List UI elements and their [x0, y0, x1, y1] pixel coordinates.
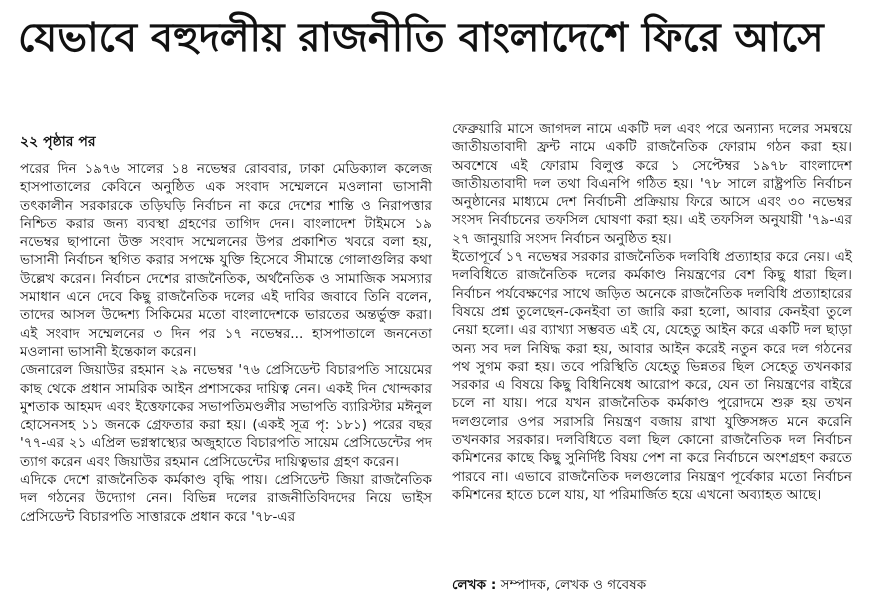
continued-from-label: ২২ পৃষ্ঠার পর — [20, 134, 96, 150]
paragraph-right-2: ইতোপূর্বে ১৭ নভেম্বর সরকার রাজনৈতিক দলবিধি প্রত্যাহার করে নেয়। এই দলবিধিতে রাজনৈতিক দলের কর্মকাণ্ড নিয়ন্ত্রণের বেশ কিছু ধারা ছিল। নির্বাচন পর্যবেক্ষণের সাথে জড়িত অনেকে রাজনৈতিক দলবিধি প্রত্যাহারের বিষয়ে প্রশ্ন তুলেছেন-কেনইবা তা জারি করা হলো, আবার কেনইবা তুলে নেয়া হলো। এর ব্যাখ্যা সম্ভবত এই যে, যেহেতু আইন করে একটি দল ছাড়া অন্য সব দল নিষিদ্ধ করা হয়, আবার আইন করেই নতুন করে দল গঠনের পথ সুগম করা হয়। তবে পরিস্থিতি যেহেতু ভিন্নতর ছিল সেহেতু তখনকার সরকার এ বিষয়ে কিছু বিধিনিষেধ আরোপ করে, যেন তা নিয়ন্ত্রণের বাইরে চলে না যায়। পরে যখন রাজনৈতিক কর্মকাণ্ড পুরোদমে শুরু হয় তখন দলগুলোর ওপর সরাসরি নিয়ন্ত্রণ বজায় রাখা যুক্তিসঙ্গত মনে করেনি তখনকার সরকার। দলবিধিতে বলা ছিল কোনো রাজনৈতিক দল নির্বাচন কমিশনের কাছে কিছু সুনির্দিষ্ট বিষয় পেশ না করে নির্বাচনে অংশগ্রহণ করতে পারবে না। এভাবে রাজনৈতিক দলগুলোর নিয়ন্ত্রণ পূর্বেকার মতো নির্বাচন কমিশনের হাতে চলে যায়, যা পরিমার্জিত হয়ে এখনো অব্যাহত আছে। — [452, 249, 852, 503]
article-column-left — [20, 160, 432, 526]
paragraph-left-1: পরের দিন ১৯৭৬ সালের ১৪ নভেম্বর রোববার, ঢাকা মেডিক্যাল কলেজ হাসপাতালের কেবিনে অনুষ্ঠিত এক সংবাদ সম্মেলনে মওলানা ভাসানী তৎকালীন সরকারকে তড়িঘড়ি নির্বাচন না করে দেশের শান্তি ও নিরাপত্তার নিশ্চিত করার জন্য ব্যবস্থা গ্রহণের তাগিদ দেন। বাংলাদেশ টাইমসে ১৯ নভেম্বর ছাপানো উক্ত সংবাদ সম্মেলনের উপর প্রকাশিত খবরে বলা হয়, ভাসানী নির্বাচন স্থগিত করার সপক্ষে যুক্তি হিসেবে সীমান্তে গোলাগুলির কথা উল্লেখ করেন। নির্বাচন দেশের রাজনৈতিক, অর্থনৈতিক ও সামাজিক সমস্যার সমাধান এনে দেবে কিছু রাজনৈতিক দলের এই দাবির জবাবে তিনি বলেন, তাদের আসল উদ্দেশ্য সিকিমের মতো বাংলাদেশকে ভারতের অন্তর্ভুক্ত করা। এই সংবাদ সম্মেলনের ৩ দিন পর ১৭ নভেম্বর... হাসপাতালে জননেতা মওলানা ভাসানী ইন্তেকাল করেন। — [20, 161, 432, 360]
article-headline: যেভাবে বহুদলীয় রাজনীতি বাংলাদেশে ফিরে আসে — [18, 15, 824, 61]
paragraph-left-3: এদিকে দেশে রাজনৈতিক কর্মকাণ্ড বৃদ্ধি পায়। প্রেসিডেন্ট জিয়া রাজনৈতিক দল গঠনের উদ্যোগ নেন। বিভিন্ন দলের রাজনীতিবিদদের নিয়ে ভাইস প্রেসিডেন্ট বিচারপতি সাত্তারকে প্রধান করে '৭৮-এর — [20, 472, 432, 525]
paragraph-left-2: জেনারেল জিয়াউর রহমান ২৯ নভেম্বর '৭৬ প্রেসিডেন্ট বিচারপতি সায়েমের কাছ থেকে প্রধান সামরিক আইন প্রশাসকের দায়িত্ব নেন। একই দিন খোন্দকার মুশতাক আহমদ এবং ইত্তেফাকের সভাপতিমণ্ডলীর সভাপতি ব্যারিস্টার মঈনুল হোসেনসহ ১১ জনকে গ্রেফতার করা হয়। (একই সূত্র পৃ: ১৮১) পরের বছর '৭৭-এর ২১ এপ্রিল ভগ্নস্বাস্থ্যের অজুহাতে বিচারপতি সায়েম প্রেসিডেন্টের পদ ত্যাগ করেন এবং জিয়াউর রহমান প্রেসিডেন্টের দায়িত্বভার গ্রহণ করেন। — [20, 362, 432, 470]
article-column-right — [452, 120, 852, 504]
paragraph-right-1: ফেব্রুয়ারি মাসে জাগদল নামে একটি দল এবং পরে অন্যান্য দলের সমন্বয়ে জাতীয়তাবাদী ফ্রন্ট নামে একটি রাজনৈতিক ফোরাম গঠন করা হয়। অবশেষে এই ফোরাম বিলুপ্ত করে ১ সেপ্টেম্বর ১৯৭৮ বাংলাদেশ জাতীয়তাবাদী দল তথা বিএনপি গঠিত হয়। '৭৮ সালে রাষ্ট্রপতি নির্বাচন অনুষ্ঠানের মাধ্যমে দেশ নির্বাচনী প্রক্রিয়ায় ফিরে আসে এবং ৩০ নভেম্বর সংসদ নির্বাচনের তফসিল ঘোষণা করা হয়। এই তফসিল অনুযায়ী '৭৯-এর ২৭ জানুয়ারি সংসদ নির্বাচন অনুষ্ঠিত হয়। — [452, 121, 852, 247]
byline-label: লেখক : — [452, 577, 497, 593]
byline — [452, 574, 646, 597]
byline-text: সম্পাদক, লেখক ও গবেষক — [500, 577, 647, 593]
